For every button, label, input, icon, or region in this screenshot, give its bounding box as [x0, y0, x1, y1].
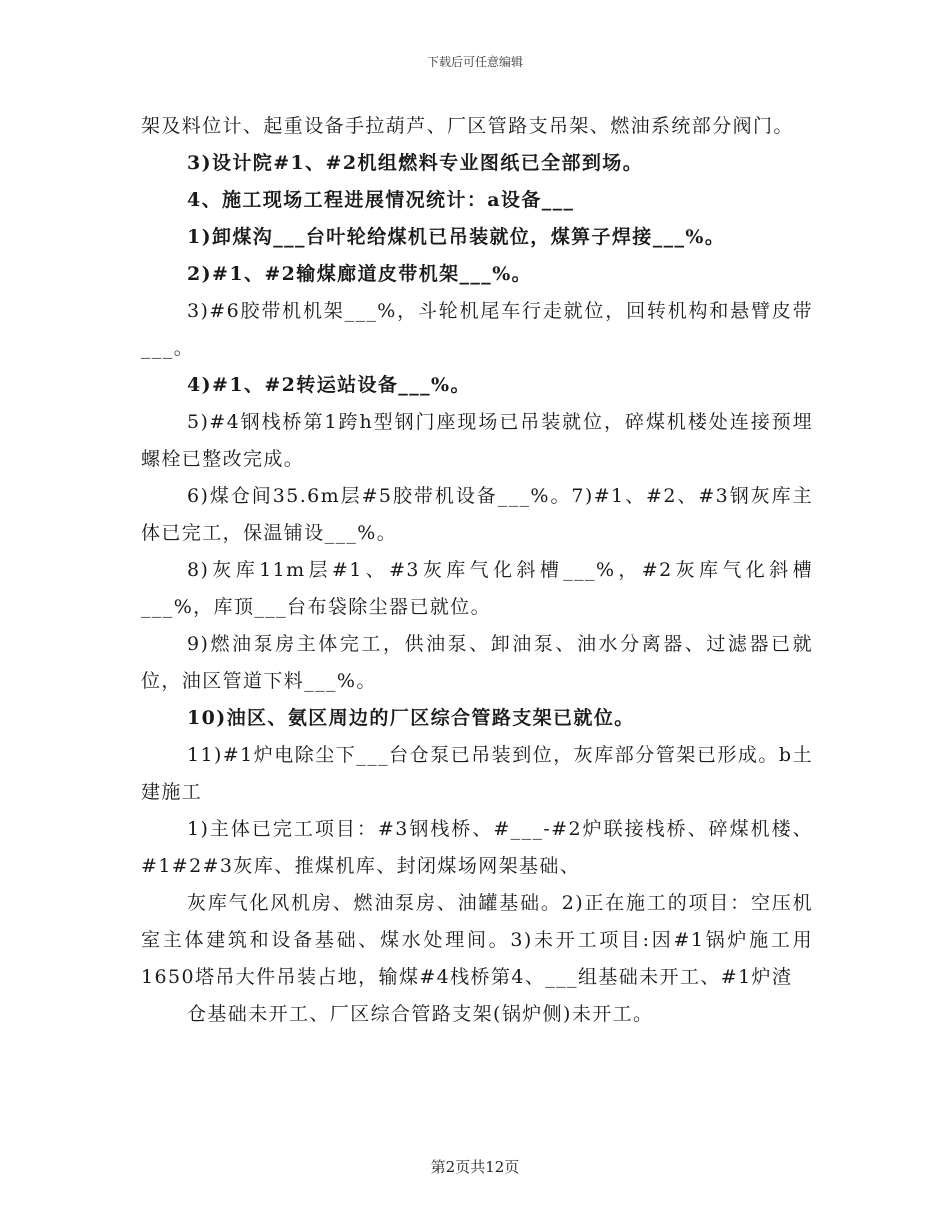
paragraph-7: 5)#4钢栈桥第1跨h型钢门座现场已吊装就位，碎煤机楼处连接预埋螺栓已整改完成。 [141, 411, 813, 470]
paragraph-14: 灰库气化风机房、燃油泵房、油罐基础。2)正在施工的项目：空压机室主体建筑和设备基础、煤水处理间。3)未开工项目:因#1锅炉施工用1650塔吊大件吊装占地，输煤#4栈桥第4、___组基础未开工、#1炉渣 [141, 892, 813, 988]
paragraph-10: 9)燃油泵房主体完工，供油泵、卸油泵、油水分离器、过滤器已就位，油区管道下料___%。 [141, 633, 813, 692]
paragraph-12: 11)#1炉电除尘下___台仓泵已吊装到位，灰库部分管架已形成。b土建施工 [141, 744, 813, 803]
paragraph-15: 仓基础未开工、厂区综合管路支架(锅炉侧)未开工。 [187, 1003, 654, 1025]
page-footer: 第2页共12页 [430, 1158, 520, 1176]
paragraph-3: 1)卸煤沟___台叶轮给煤机已吊装就位，煤箅子焊接___%。 [187, 226, 726, 248]
paragraph-4: 2)#1、#2输煤廊道皮带机架___%。 [187, 263, 533, 285]
paragraph-0: 架及料位计、起重设备手拉葫芦、厂区管路支吊架、燃油系统部分阀门。 [141, 115, 794, 137]
document-body [141, 108, 813, 1033]
page-header: 下载后可任意编辑 [426, 55, 523, 69]
paragraph-11: 10)油区、氨区周边的厂区综合管路支架已就位。 [187, 707, 635, 729]
paragraph-8: 6)煤仓间35.6m层#5胶带机设备___%。7)#1、#2、#3钢灰库主体已完工，保温铺设___%。 [141, 485, 813, 544]
paragraph-5: 3)#6胶带机机架___%，斗轮机尾车行走就位，回转机构和悬臂皮带___。 [141, 300, 813, 359]
paragraph-13: 1)主体已完工项目：#3钢栈桥、#___-#2炉联接栈桥、碎煤机楼、#1#2#3灰库、推煤机库、封闭煤场网架基础、 [141, 818, 813, 877]
paragraph-2: 4、施工现场工程进展情况统计：a设备___ [187, 189, 575, 211]
paragraph-1: 3)设计院#1、#2机组燃料专业图纸已全部到场。 [187, 152, 644, 174]
paragraph-6: 4)#1、#2转运站设备___%。 [187, 374, 471, 396]
paragraph-9: 8)灰库11m层#1、#3灰库气化斜槽___%，#2灰库气化斜槽___%，库顶___台布袋除尘器已就位。 [141, 559, 813, 618]
